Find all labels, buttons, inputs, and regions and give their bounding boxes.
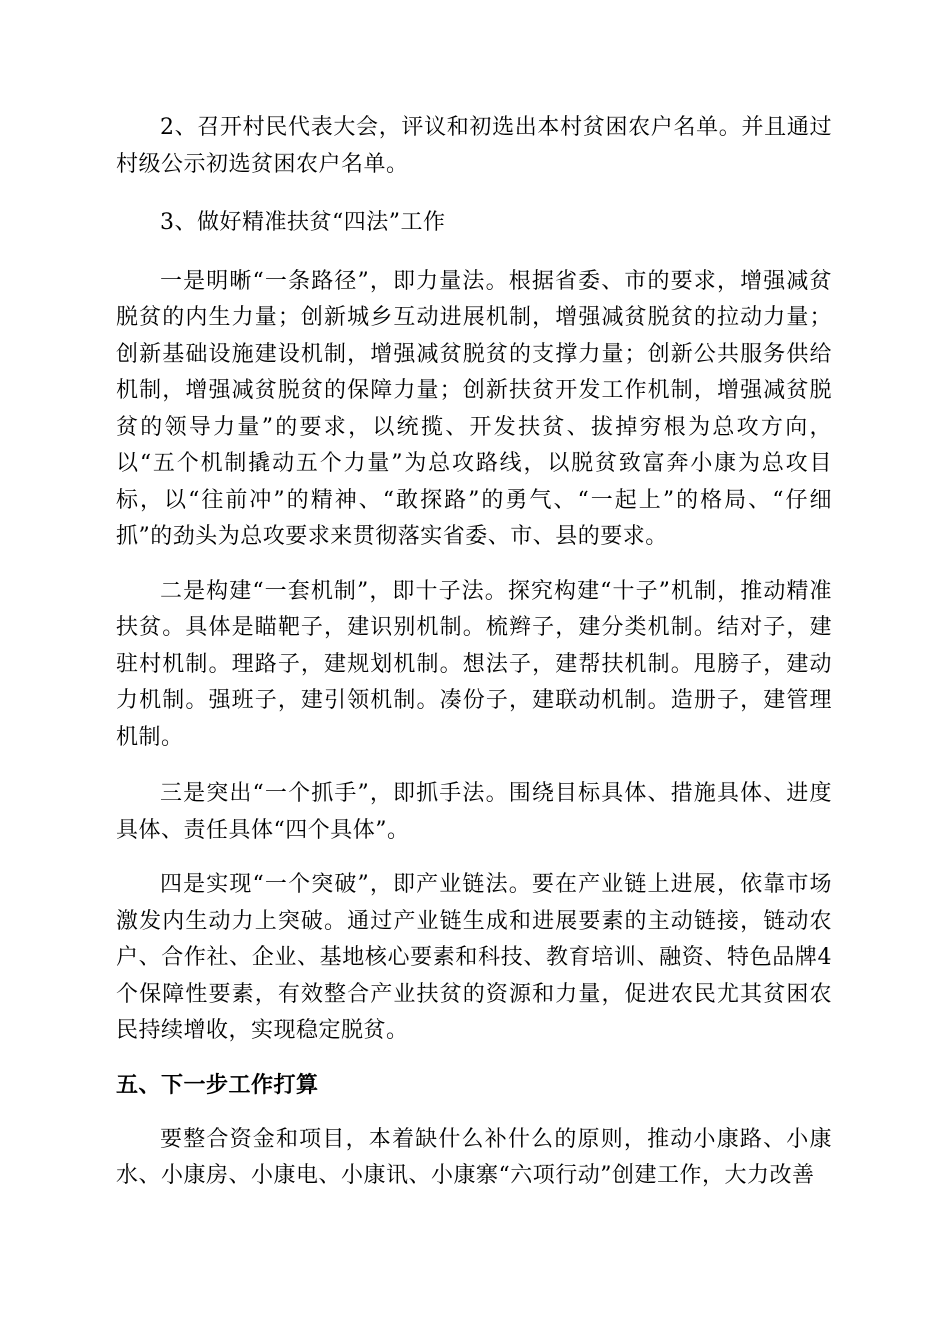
paragraph-method-four: 四是实现“一个突破”，即产业链法。要在产业链上进展，依靠市场激发内生动力上突破。通过产业链生成和进展要素的主动链接，链动农户、合作社、企业、基地核心要素和科技、教育培训、融资、特色品牌4个保障性要素，有效整合产业扶贫的资源和力量，促进农民尤其贫困农民持续增收，实现稳定脱贫。 — [116, 872, 832, 1043]
paragraph-method-one: 一是明晰“一条路径”，即力量法。根据省委、市的要求，增强减贫脱贫的内生力量；创新城乡互动进展机制，增强减贫脱贫的拉动力量；创新基础设施建设机制，增强减贫脱贫的支撑力量；创新公共服务供给机制，增强减贫脱贫的保障力量；创新扶贫开发工作机制，增强减贫脱贫的领导力量”的要求，以统揽、开发扶贫、拔掉穷根为总攻方向，以“五个机制撬动五个力量”为总攻路线，以脱贫致富奔小康为总攻目标，以“往前冲”的精神、“敢探路”的勇气、“一起上”的格局、“仔细抓”的劲头为总攻要求来贯彻落实省委、市、县的要求。 — [116, 268, 832, 549]
paragraph-village-list: 2、召开村民代表大会，评议和初选出本村贫困农户名单。并且通过村级公示初选贫困农户名单。 — [116, 115, 832, 177]
paragraph-method-two: 二是构建“一套机制”，即十子法。探究构建“十子”机制，推动精准扶贫。具体是瞄靶子，建识别机制。梳辫子，建分类机制。结对子，建驻村机制。理路子，建规划机制。想法子，建帮扶机制。甩膀子，建动力机制。强班子，建引领机制。凑份子，建联动机制。造册子，建管理机制。 — [116, 578, 832, 750]
section-heading-next-steps: 五、下一步工作打算 — [116, 1072, 319, 1098]
paragraph-next-steps: 要整合资金和项目，本着缺什么补什么的原则，推动小康路、小康水、小康房、小康电、小康讯、小康寨“六项行动”创建工作，大力改善 — [116, 1126, 832, 1188]
paragraph-four-methods-title: 3、做好精准扶贫“四法”工作 — [160, 210, 446, 235]
paragraph-method-three: 三是突出“一个抓手”，即抓手法。围绕目标具体、措施具体、进度具体、责任具体“四个具体”。 — [116, 781, 832, 843]
document-page — [116, 110, 832, 1195]
